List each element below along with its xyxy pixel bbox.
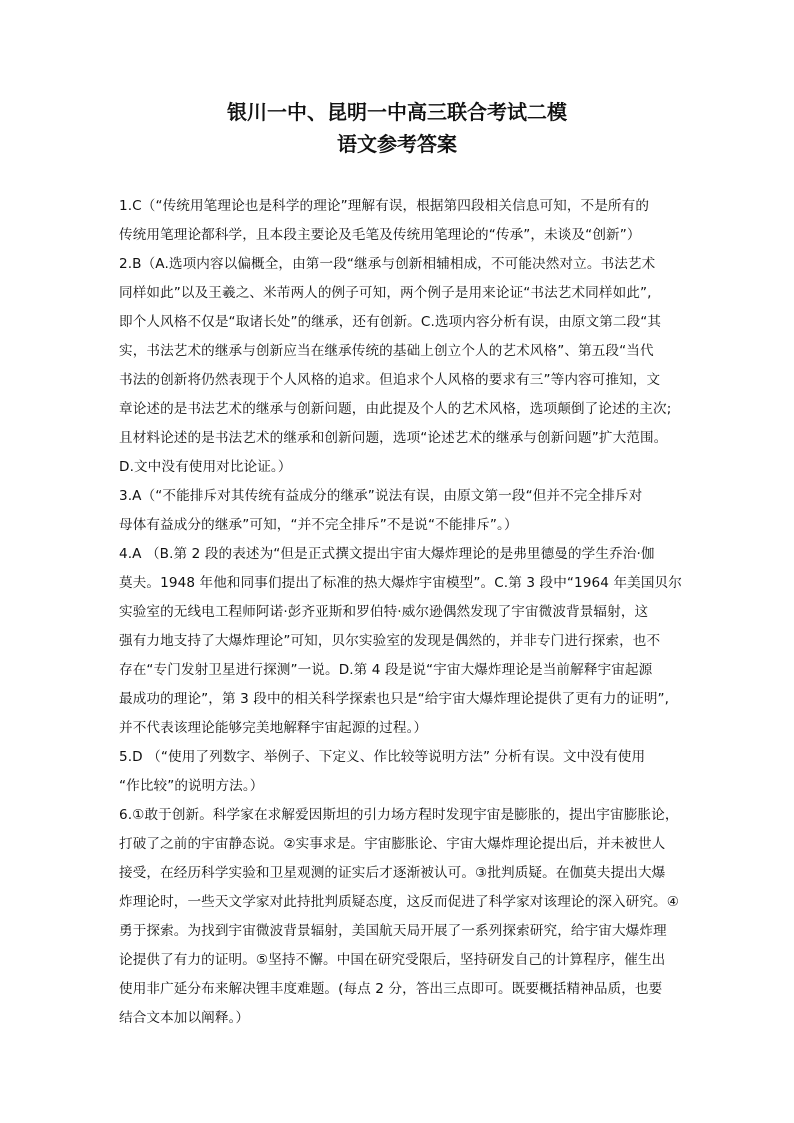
answer-line: 书法的创新将仍然表现于个人风格的追求。但追求个人风格的要求有三”等内容可推知，文 [119,372,661,388]
answer-line: 强有力地支持了大爆炸理论”可知，贝尔实验室的发现是偶然的，并非专门进行探索，也不 [119,633,661,649]
document-subtitle: 语文参考答案 [337,132,457,156]
answer-line: 勇于探索。为找到宇宙微波背景辐射，美国航天局开展了一系列探索研究，给宇宙大爆炸理 [119,923,667,939]
answer-line: 5.D （“使用了列数字、举例子、下定义、作比较等说明方法” 分析有误。文中没有使用 [119,749,646,765]
answer-line: 2.B（A.选项内容以偏概全，由第一段“继承与创新相辅相成，不可能决然对立。书法艺术 [119,256,656,272]
answer-line: 莫夫。1948 年他和同事们提出了标准的热大爆炸宇宙模型”。C.第 3 段中“1964 年美国贝尔 [119,575,682,591]
answer-line: D.文中没有使用对比论证。） [119,459,292,475]
answer-line: 章论述的是书法艺术的继承与创新问题，由此提及个人的艺术风格，选项颠倒了论述的主次; [119,401,672,417]
answer-line: 实验室的无线电工程师阿诺·彭齐亚斯和罗伯特·威尔逊偶然发现了宇宙微波背景辐射，这 [119,604,649,620]
answer-line: 使用非广延分布来解决锂丰度难题。(每点 2 分，答出三点即可。既要概括精神品质，也要 [119,981,663,997]
answer-line: 接受，在经历科学实验和卫星观测的证实后才逐渐被认可。③批判质疑。在伽莫夫提出大爆 [119,865,666,881]
answer-line: 结合文本加以阐释。） [119,1010,250,1026]
answer-line: 且材料论述的是书法艺术的继承和创新问题，选项“论述艺术的继承与创新问题”扩大范围。 [119,430,668,446]
answer-list [119,192,689,1033]
answer-line: “作比较”的说明方法。） [119,778,264,794]
answer-item-4 [119,540,689,743]
answer-item-5 [119,743,689,801]
answer-line: 论提供了有力的证明。⑤坚持不懈。中国在研究受限后，坚持研发自己的计算程序，催生出 [119,952,666,968]
answer-line: 传统用笔理论都科学，且本段主要论及毛笔及传统用笔理论的“传承”，未谈及“创新”） [119,227,641,243]
answer-line: 母体有益成分的继承”可知，“并不完全排斥”不是说“不能排斥”。） [119,517,518,533]
answer-line: 实，书法艺术的继承与创新应当在继承传统的基础上创立个人的艺术风格”、第五段“当代 [119,343,654,359]
answer-line: 1.C（“传统用笔理论也是科学的理论”理解有误，根据第四段相关信息可知，不是所有的 [119,198,650,214]
document-title: 银川一中、昆明一中高三联合考试二模 [227,100,567,124]
answer-line: 6.①敢于创新。科学家在求解爱因斯坦的引力场方程时发现宇宙是膨胀的，提出宇宙膨胀论， [119,807,679,823]
answer-line: 3.A（“不能排斥对其传统有益成分的继承”说法有误，由原文第一段“但并不完全排斥对 [119,488,643,504]
answer-line: 同样如此”以及王羲之、米芾两人的例子可知，两个例子是用来论证“书法艺术同样如此”, [119,285,652,301]
answer-line: 最成功的理论”，第 3 段中的相关科学探索也只是“给宇宙大爆炸理论提供了更有力的证明”, [119,691,670,707]
answer-line: 并不代表该理论能够完美地解释宇宙起源的过程。） [119,720,428,736]
answer-item-3 [119,482,689,540]
answer-item-1 [119,192,689,250]
answer-line: 炸理论时，一些天文学家对此持批判质疑态度，这反而促进了科学家对该理论的深入研究。④ [119,894,680,910]
answer-line: 即个人风格不仅是“取诸长处”的继承，还有创新。C.选项内容分析有误，由原文第二段“其 [119,314,662,330]
answer-item-2 [119,250,689,482]
answer-line: 存在“专门发射卫星进行探测”一说。D.第 4 段是说“宇宙大爆炸理论是当前解释宇宙起源 [119,662,653,678]
answer-line: 4.A （B.第 2 段的表述为“但是正式撰文提出宇宙大爆炸理论的是弗里德曼的学生乔治·伽 [119,546,655,562]
answer-item-6 [119,801,689,1033]
answer-line: 打破了之前的宇宙静态说。②实事求是。宇宙膨胀论、宇宙大爆炸理论提出后，并未被世人 [119,836,666,852]
